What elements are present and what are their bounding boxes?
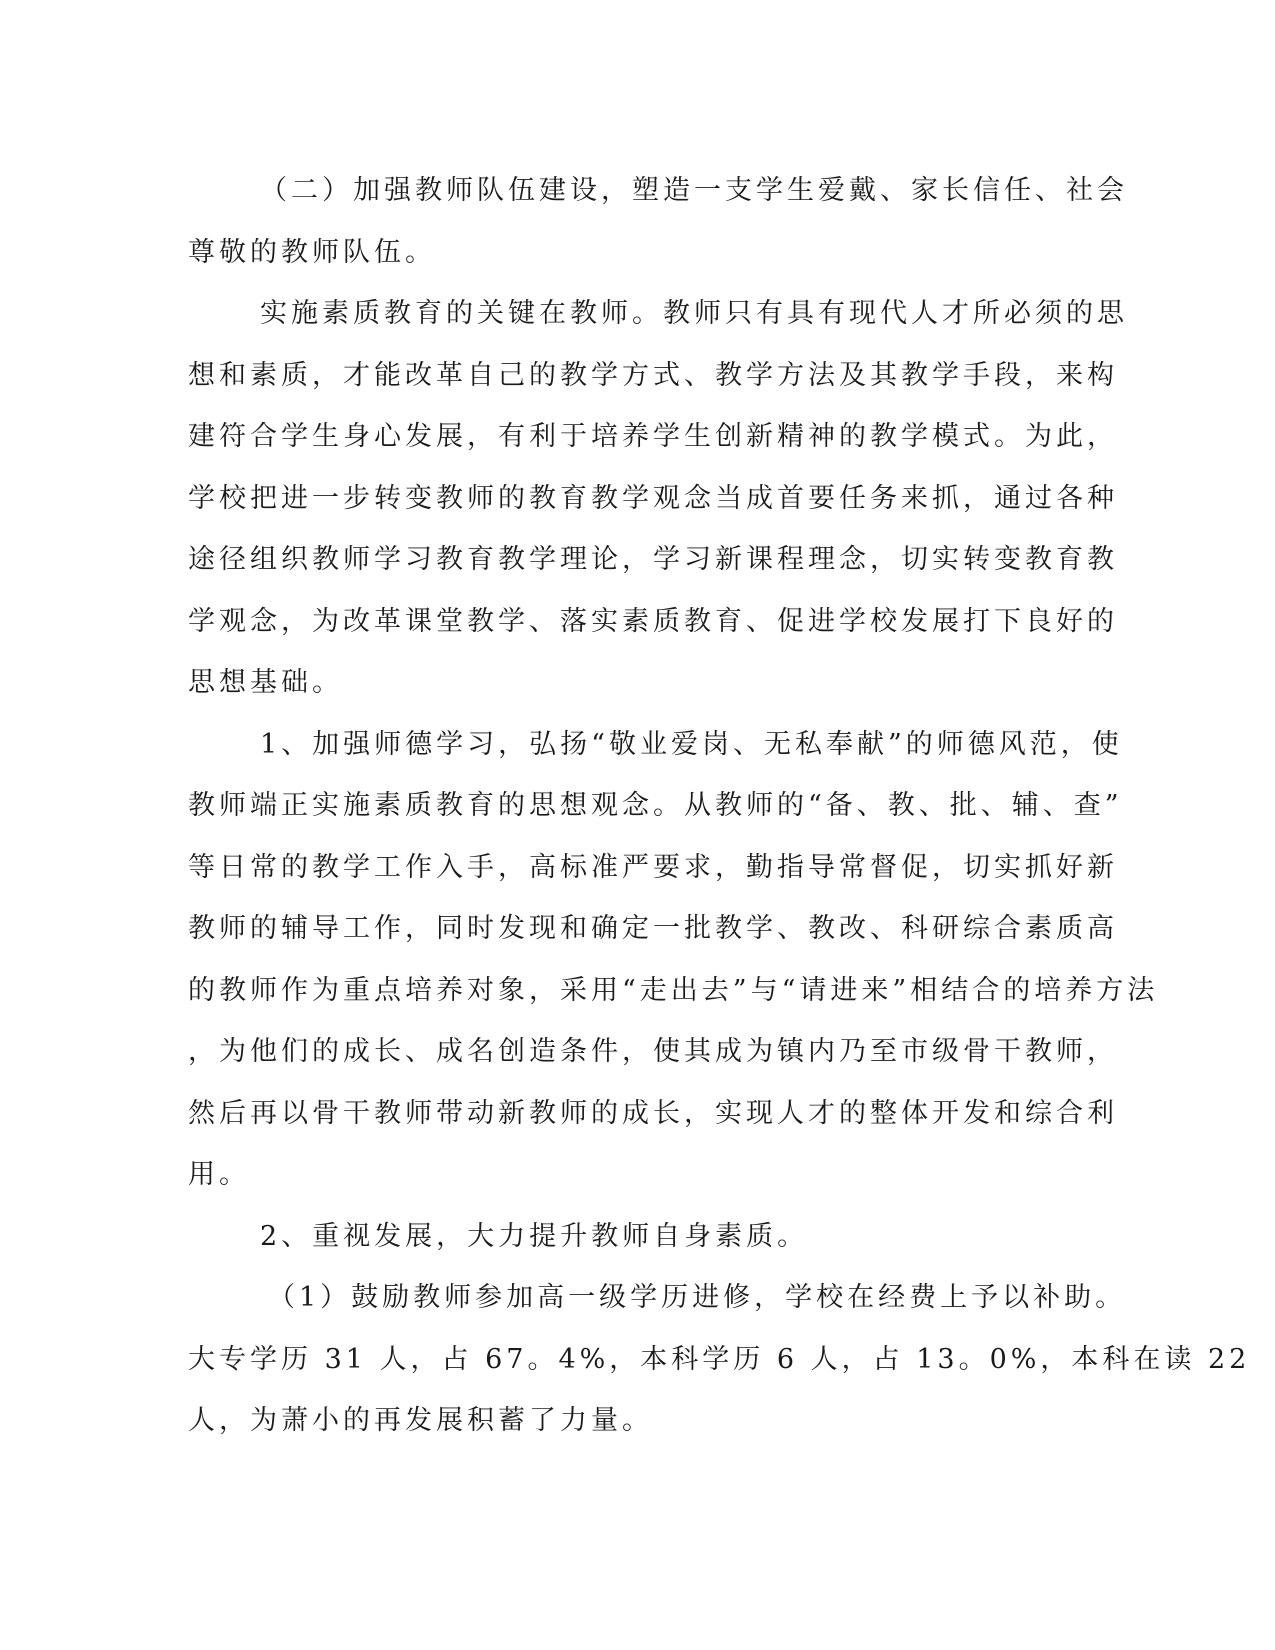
text-line: 大专学历 31 人，占 67。4%，本科学历 6 人，占 13。0%，本科在读 22: [188, 1343, 1251, 1375]
text-line: 想和素质，才能改革自己的教学方式、教学方法及其教学手段，来构: [188, 359, 1118, 391]
paragraph-item-2-1: [188, 1267, 1251, 1452]
document-body: [188, 160, 1251, 1452]
paragraph-intro: [188, 283, 1128, 714]
text-line: 尊敬的教师队伍。: [188, 236, 436, 268]
text-line: 然后再以骨干教师带动新教师的成长，实现人才的整体开发和综合利: [188, 1097, 1118, 1129]
text-line: 教师端正实施素质教育的思想观念。从教师的“备、教、批、辅、查”: [188, 790, 1123, 821]
text-line: ，为他们的成长、成名创造条件，使其成为镇内乃至市级骨干教师，: [188, 1036, 1118, 1067]
text-line: 等日常的教学工作入手，高标准严要求，勤指导常督促，切实抓好新: [188, 851, 1118, 883]
text-line: 用。: [188, 1159, 250, 1190]
text-line: （二）加强教师队伍建设，塑造一支学生爱戴、家长信任、社会: [260, 175, 1128, 206]
text-line: 学观念，为改革课堂教学、落实素质教育、促进学校发展打下良好的: [188, 605, 1118, 637]
paragraph-item-1: [188, 714, 1159, 1206]
text-line: 2、重视发展，大力提升教师自身素质。: [260, 1220, 809, 1252]
text-line: （1）鼓励教师参加高一级学历进修，学校在经费上予以补助。: [268, 1282, 1127, 1313]
text-line: 建符合学生身心发展，有利于培养学生创新精神的教学模式。为此，: [188, 421, 1118, 452]
text-line: 实施素质教育的关键在教师。教师只有具有现代人才所必须的思: [260, 298, 1128, 329]
text-line: 1、加强师德学习，弘扬“敬业爱岗、无私奉献”的师德风范，使: [260, 728, 1123, 760]
paragraph-item-2: [188, 1206, 1088, 1268]
text-line: 的教师作为重点培养对象，采用“走出去”与“请进来”相结合的培养方法: [188, 974, 1159, 1006]
text-line: 教师的辅导工作，同时发现和确定一批教学、教改、科研综合素质高: [188, 913, 1118, 944]
text-line: 途径组织教师学习教育教学理论，学习新课程理念，切实转变教育教: [188, 544, 1118, 575]
text-line: 学校把进一步转变教师的教育教学观念当成首要任务来抓，通过各种: [188, 482, 1118, 514]
section-heading: [188, 160, 1128, 283]
text-line: 人，为萧小的再发展积蓄了力量。: [188, 1405, 653, 1436]
text-line: 思想基础。: [188, 667, 343, 698]
